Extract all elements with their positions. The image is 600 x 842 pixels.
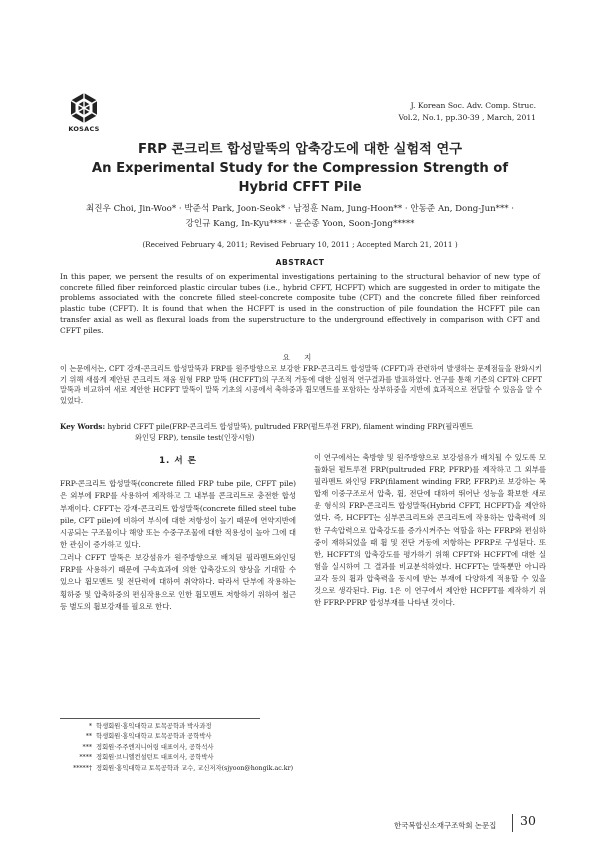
author-list: [50, 202, 550, 232]
intro-paragraph-3: 이 연구에서는 축방향 및 원주방향으로 보강섬유가 배치될 수 있도록 모듈화된 펄트루젼 FRP(pultruded FRP, PFRP)를 제작하고 그 외부를 필라멘트 와인딩 FRP(filament winding FRP, FFRP)로 보강하는 복합재 이중구조로서 압축, 휨, 전단에 대하여 뛰어난 성능을 확보한 새로운 형식의 FRP-콘크리트 합성말뚝(Hybrid CFFT, HCFFT)을 제안하였다. 즉, HCFFT는 심부콘크리트와 콘크리트에 작용하는 압축력에 의한 구속압력으로 압축강도를 증가시켜주는 역할을 하는 FFRP와 편심하중이 재하되었을 때 휨 및 전단 거동에 저항하는 PFRP로 구성된다. 또한, HCFFT의 압축강도를 평가하기 위해 CFFT와 HCFFT에 대한 실험을 실시하여 그 결과를 비교분석하였다. HCFFT는 말뚝뿐만 아니라 교각 등의 휨과 압축력을 동시에 받는 부재에 다양하게 적용할 수 있을 것으로 생각된다. Fig. 1은 이 연구에서 제안한 HCFFT를 제작하기 위한 FFRP-PFRP 합성부재를 나타낸 것이다.: [314, 453, 546, 608]
intro-paragraph-1: FRP-콘크리트 합성말뚝(concrete filled FRP tube pile, CFFT pile)은 외부에 FRP를 사용하여 제작하고 그 내부를 콘크리트로 충전한 합성부재이다. CFFT는 강재-콘크리트 합성말뚝(concrete filled steel tube pile, CFT pile)에 비하여 부식에 대한 저항성이 높기 때문에 연약지반에 시공되는 구조물이나 해양 또는 수중구조물에 대한 적용성이 높아 그에 대한 관심이 증가하고 있다.: [60, 479, 296, 550]
korean-abstract-heading: 요 지: [282, 353, 318, 362]
abstract-heading: ABSTRACT: [275, 258, 325, 267]
keywords-line2: 와인딩 FRP), tensile test(인장시험): [135, 432, 255, 442]
title-english-line1: An Experimental Study for the Compression Strength of: [91, 161, 509, 176]
footnotes: [62, 722, 362, 774]
footnote: **** 정회원·브니엘컨설턴트 대표이사, 공학박사: [79, 754, 214, 762]
society-logo: [62, 92, 106, 142]
abstract-text: In this paper, we persent the results of on experimental investigations pertaining to the structural behavior of new type of concrete filled fiber reinforced plastic circular tubes (i.e., hybrid CFFT, HCFFT) which are suggested in order to mitigate the problems associated with the concrete filled steel-concrete composite tube (CFT) and the concrete filled fiber reinforced plastic tube (CFFT). It is found that when the HCFFT is used in the construction of pile foundation the HCFFT pile can transfer axial as well as flexural loads from the superstructure to the underground effectively in comparison with CFT and CFFT piles.: [60, 272, 540, 335]
paper-title: [40, 140, 560, 197]
journal-volume: Vol.2, No.1, pp.30-39 , March, 2011: [398, 113, 536, 122]
korean-abstract-text: 이 논문에서는, CFT 강재-콘크리트 합성말뚝과 FRP를 원주방향으로 보강한 FRP-콘크리트 합성말뚝 (CFFT)과 관련하여 발생하는 문제점들을 완화시키기 위해 새롭게 제안된 콘크리트 채움 원형 FRP 말뚝 (HCFFT)의 구조적 거동에 대한 실험적 연구결과를 발표하였다. 연구를 통해 기존의 CFT와 CFFT 말뚝과 비교하여 새로 제안한 HCFFT 말뚝이 말뚝 기초의 시공에서 축하중과 휨모멘트를 포함하는 상부하중을 지반에 효과적으로 전달할 수 있음을 알 수 있었다.: [60, 364, 542, 406]
footer-divider: [512, 814, 513, 832]
footnote-divider: [60, 718, 260, 719]
intro-paragraph-2: 그러나 CFFT 말뚝은 보강섬유가 원주방향으로 배치된 필라멘트와인딩 FRP를 사용하기 때문에 구속효과에 의한 압축강도의 향상을 기대할 수 있으나 휨모멘트 및 전단력에 대하여 취약하다. 따라서 단부에 작용하는 횡하중 및 압축하중의 편심작용으로 인한 휨모멘트 저항하기 위하여 철근 등 별도의 휨보강재를 필요로 한다.: [60, 552, 296, 611]
logo-text: KOSACS: [68, 125, 100, 133]
left-column: [60, 448, 296, 613]
keywords-label: Key Words:: [60, 422, 106, 431]
section-heading-introduction: 1. 서 론: [159, 456, 197, 466]
footer-journal-name: 한국복합신소재구조학회 논문집: [394, 821, 497, 830]
keywords-line1: hybrid CFFT pile(FRP-콘크리트 합성말뚝), pultruded FRP(펄트루젼 FRP), filament winding FRP(필라멘트: [107, 422, 474, 431]
authors-line2: 강인규 Kang, In-Kyu**** · 윤순종 Yoon, Soon-Jong*****: [185, 219, 415, 229]
page-number: 30: [520, 813, 536, 828]
authors-line1: 최진우 Choi, Jin-Woo* · 박준석 Park, Joon-Seok* · 남정훈 Nam, Jung-Hoon** · 안동준 An, Dong-Jun*** ·: [85, 204, 515, 214]
received-dates: (Received February 4, 2011; Revised February 10, 2011 ; Accepted March 21, 2011 ): [142, 240, 458, 249]
journal-name: J. Korean Soc. Adv. Comp. Struc.: [410, 101, 536, 110]
footnote: *** 정회원·주주엔지니어링 대표이사, 공학석사: [82, 743, 214, 751]
title-english-line2: Hybrid CFFT Pile: [238, 180, 362, 195]
keywords: [60, 422, 542, 443]
footnote: * 학생회원·홍익대학교 토목공학과 박사과정: [88, 723, 212, 730]
right-column: [314, 452, 546, 609]
kosacs-emblem-icon: [68, 92, 100, 124]
title-korean: FRP 콘크리트 합성말뚝의 압축강도에 대한 실험적 연구: [138, 142, 462, 157]
footnote: ** 학생회원·홍익대학교 토목공학과 공학박사: [85, 733, 212, 741]
journal-info: [276, 100, 536, 124]
footnote: *****† 정회원·홍익대학교 토목공학과 교수, 교신저자(sjyoon@hongik.ac.kr): [73, 764, 294, 772]
